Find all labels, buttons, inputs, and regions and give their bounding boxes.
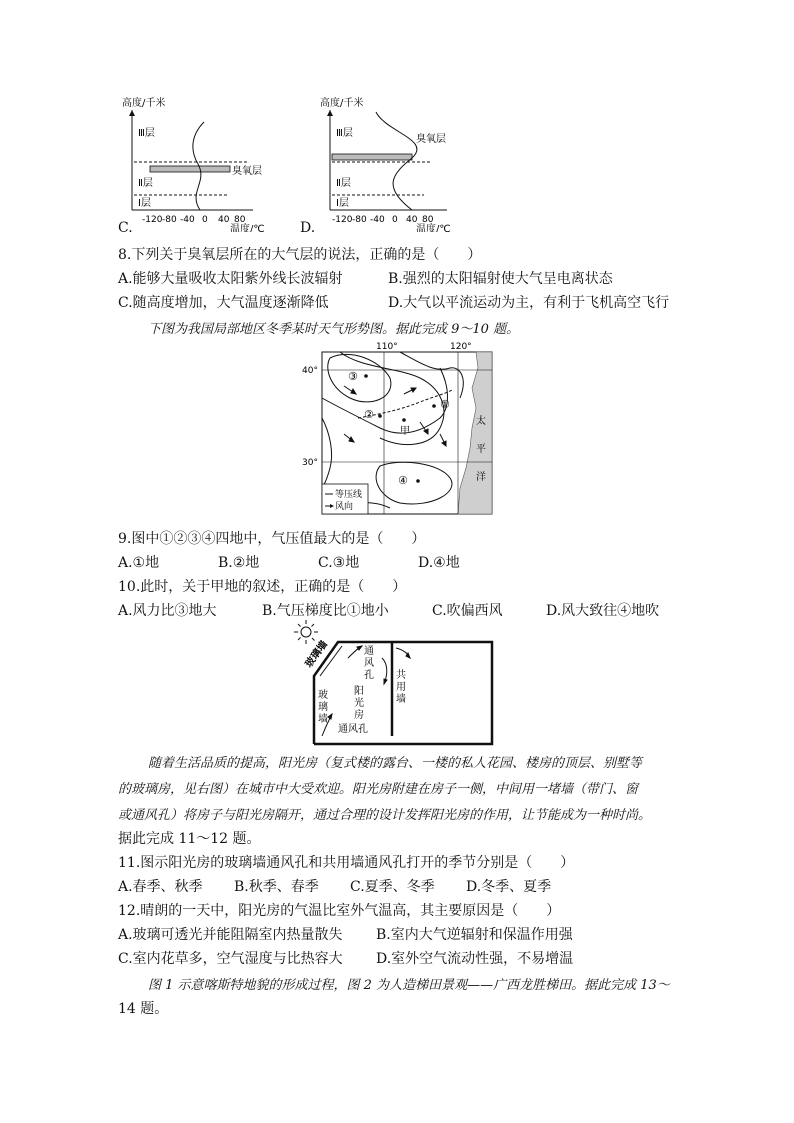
intro-13-14-line-2: 14 题。 (118, 1001, 169, 1017)
svg-text:80: 80 (234, 215, 246, 225)
passage-line-1: 随着生活品质的提高，阳光房（复式楼的露台、一楼的私人花园、楼房的顶层、别墅等 (148, 756, 643, 771)
q12-option-c: C.室内花草多，空气湿度与比热容大 (118, 951, 343, 967)
house-vent-top-2: 风 (364, 658, 374, 669)
map-point-4: ④ (398, 474, 408, 487)
house-vent-top-3: 孔 (364, 670, 374, 681)
chart-c-layer-3: Ⅲ层 (138, 128, 155, 139)
svg-text:40: 40 (218, 215, 230, 225)
chart-d-ozone-label: 臭氧层 (416, 134, 446, 145)
svg-text:-120: -120 (332, 215, 353, 225)
map-point-jia: 甲 (400, 426, 410, 437)
map-point-1: ① (440, 398, 450, 411)
svg-text:-40: -40 (370, 215, 385, 225)
house-glass-wall-2: 璃 (318, 702, 328, 713)
svg-text:0: 0 (202, 215, 208, 225)
map-lon-120: 120° (450, 342, 472, 352)
q10-stem: 10.此时，关于甲地的叙述，正确的是（ ） (118, 579, 407, 595)
chart-d-xlabel: 温度/℃ (416, 224, 451, 232)
q12-option-d: D.室外空气流动性强，不易增温 (376, 951, 574, 967)
chart-d-ozone-band (332, 154, 412, 160)
house-glass-wall-1: 玻 (318, 690, 328, 701)
house-room-2: 光 (354, 698, 364, 709)
q10-option-d: D.风大致往④地吹 (546, 603, 660, 619)
house-shared-wall-3: 墙 (396, 694, 406, 705)
map-legend-wind: 风向 (335, 502, 354, 512)
q9-stem: 9.图中①②③④四地中，气压值最大的是（ ） (118, 531, 426, 547)
chart-d-layer-2: Ⅱ层 (336, 178, 351, 189)
q11-stem: 11.图示阳光房的玻璃墙通风孔和共用墙通风孔打开的季节分别是（ ） (118, 855, 575, 871)
chart-d (312, 92, 482, 232)
q8-option-b: B.强烈的太阳辐射使大气呈电离状态 (388, 271, 613, 287)
q8-stem: 8.下列关于臭氧层所在的大气层的说法，正确的是（ ） (118, 247, 482, 263)
svg-text:80: 80 (422, 215, 434, 225)
q11-option-b: B.秋季、春季 (234, 879, 319, 895)
map-lat-30: 30° (302, 458, 318, 468)
house-shared-wall-1: 共 (396, 670, 406, 681)
map-sea-label-3: 洋 (476, 472, 486, 483)
q8-option-c: C.随高度增加，大气温度逐渐降低 (118, 295, 329, 311)
sun-icon (294, 620, 318, 644)
svg-text:0: 0 (392, 215, 398, 225)
chart-d-layer-3: Ⅲ层 (336, 128, 353, 139)
svg-text:-120: -120 (142, 215, 163, 225)
q8-option-d: D.大气以平流运动为主，有利于飞机高空飞行 (388, 295, 670, 311)
q8-option-a: A.能够大量吸收太阳紫外线长波辐射 (118, 271, 343, 287)
q10-option-b: B.气压梯度比①地小 (262, 603, 389, 619)
weather-map (300, 338, 496, 518)
chart-d-ylabel: 高度/千米 (320, 98, 364, 109)
house-shared-wall-2: 用 (396, 682, 406, 693)
q11-option-c: C.夏季、冬季 (350, 879, 435, 895)
chart-c-ozone-band (150, 166, 230, 172)
q10-option-a: A.风力比③地大 (118, 603, 217, 619)
q11-option-d: D.冬季、夏季 (466, 879, 552, 895)
chart-c-layer-1: Ⅰ层 (138, 198, 151, 209)
q12-option-a: A.玻璃可透光并能阻隔室内热量散失 (118, 927, 343, 943)
chart-c-letter: C. (118, 220, 133, 236)
house-vent-top-1: 通 (364, 646, 374, 657)
passage-line-4: 据此完成 11～12 题。 (118, 831, 261, 847)
chart-c-layer-2: Ⅱ层 (138, 178, 153, 189)
q9-option-c: C.③地 (318, 555, 360, 571)
svg-text:40: 40 (406, 215, 418, 225)
svg-text:-40: -40 (180, 215, 195, 225)
q11-option-a: A.春季、秋季 (118, 879, 203, 895)
house-glass-roof-label: 玻璃墙 (303, 639, 331, 670)
chart-d-letter: D. (300, 220, 316, 236)
house-room-3: 房 (354, 710, 364, 721)
house-room-1: 阳 (354, 686, 364, 697)
chart-c-ylabel: 高度/千米 (122, 98, 166, 109)
q9-option-b: B.②地 (218, 555, 260, 571)
house-vent-bottom: 通风孔 (338, 724, 368, 735)
svg-text:-80: -80 (352, 215, 367, 225)
chart-c-xlabel: 温度/℃ (230, 224, 265, 232)
intro-13-14-line-1: 图 1 示意喀斯特地貌的形成过程，图 2 为人造梯田景观——广西龙胜梯田。据此完成 13～ (148, 978, 670, 993)
q12-stem: 12.晴朗的一天中，阳光房的气温比室外气温高，其主要原因是（ ） (118, 903, 561, 919)
sunroom-diagram (292, 618, 502, 750)
house-glass-wall-3: 墙 (318, 714, 328, 725)
map-lat-40: 40° (302, 366, 318, 376)
intro-9-10: 下图为我国局部地区冬季某时天气形势图。据此完成 9～10 题。 (148, 322, 520, 337)
chart-c (118, 92, 288, 232)
q12-option-b: B.室内大气逆辐射和保温作用强 (376, 927, 573, 943)
map-point-2: ② (364, 408, 374, 421)
q10-option-c: C.吹偏西风 (432, 603, 503, 619)
map-sea-label-1: 太 (476, 416, 486, 427)
chart-c-ozone-label: 臭氧层 (232, 166, 262, 177)
passage-line-2: 的玻璃房，见右图）在城市中大受欢迎。阳光房附建在房子一侧，中间用一堵墙（带门、窗 (118, 782, 639, 797)
map-sea-label-2: 平 (476, 444, 486, 455)
q9-option-d: D.④地 (418, 555, 460, 571)
q9-option-a: A.①地 (118, 555, 160, 571)
map-lon-110: 110° (376, 342, 398, 352)
chart-d-layer-1: Ⅰ层 (336, 198, 349, 209)
map-point-3: ③ (348, 370, 358, 383)
map-legend-isobar: 等压线 (335, 490, 363, 500)
svg-text:-80: -80 (162, 215, 177, 225)
passage-line-3: 或通风孔）将房子与阳光房隔开，通过合理的设计发挥阳光房的作用，让节能成为一种时尚。 (118, 808, 652, 823)
